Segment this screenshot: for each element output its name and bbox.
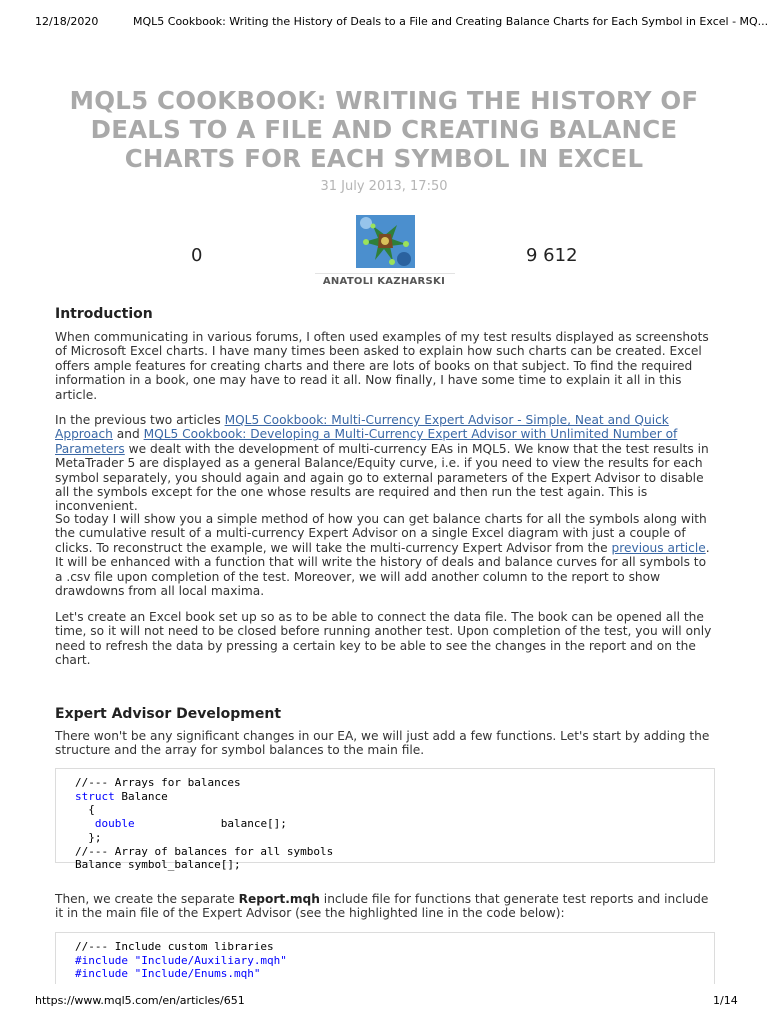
article-title: MQL5 COOKBOOK: WRITING THE HISTORY OF DEALS TO A FILE AND CREATING BALANCE CHARTS FOR EACH SYMBOL IN EXCEL <box>69 86 699 173</box>
author-name[interactable]: ANATOLI KAZHARSKI <box>322 276 446 287</box>
report-mqh-filename: Report.mqh <box>238 892 320 906</box>
print-date: 12/18/2020 <box>35 15 99 28</box>
link-previous-article[interactable]: previous article <box>611 540 706 555</box>
link-multi-currency-ea-unlimited[interactable]: MQL5 Cookbook: Developing a Multi-Currency Expert Advisor with Unlimited Number of Parameters <box>55 427 678 456</box>
intro-paragraph-1: When communicating in various forums, I often used examples of my test results displayed as screenshots of Microsoft Excel charts. I have many times been asked to explain how such charts can be created. Excel offers ample features for creating charts and there are lots of books on that subject. To find the required information in a book, one may have to read it all. Now finally, I have some time to explain it all in this article. <box>55 330 709 402</box>
intro-paragraph-2: In the previous two articles MQL5 Cookbook: Multi-Currency Expert Advisor - Simple, Neat and Quick Approach and MQL5 Cookbook: Developing a Multi-Currency Expert Advisor with Unlimited Number of Parameters we dealt with the development of multi-currency EAs in MQL5. We know that the test results in MetaTrader 5 are displayed as a general Balance/Equity curve, i.e. if you need to view the results for each symbol separately, you should again and again go to external parameters of the Expert Advisor to disable all the symbols except for the one whose results are required and then run the test again. This is inconvenient. <box>55 413 709 514</box>
print-page-title: MQL5 Cookbook: Writing the History of Deals to a File and Creating Balance Charts for Each Symbol in Excel - MQ... <box>133 15 768 28</box>
author-divider <box>315 273 455 274</box>
ea-paragraph-2: Then, we create the separate Report.mqh include file for functions that generate test reports and include it in the main file of the Expert Advisor (see the highlighted line in the code below): <box>55 892 709 921</box>
page-url: https://www.mql5.com/en/articles/651 <box>35 994 245 1007</box>
section-heading-introduction: Introduction <box>55 306 153 322</box>
intro-paragraph-3: So today I will show you a simple method of how you can get balance charts for all the symbols along with the cumulative result of a multi-currency Expert Advisor on a single Excel diagram with just a couple of clicks. To reconstruct the example, we will take the multi-currency Expert Advisor from the previous article. It will be enhanced with a function that will write the history of deals and balance curves for all symbols to a .csv file upon completion of the test. Moreover, we will add another column to the report to show drawdowns from all local maxima. <box>55 512 710 599</box>
code-block-balances: //--- Arrays for balances struct Balance { double balance[]; }; //--- Array of balances for all symbols Balance symbol_balance[]; <box>55 768 715 863</box>
comments-count: 0 <box>191 245 203 266</box>
section-heading-ea-development: Expert Advisor Development <box>55 706 282 722</box>
link-multi-currency-ea-simple[interactable]: MQL5 Cookbook: Multi-Currency Expert Advisor - Simple, Neat and Quick Approach <box>55 413 669 442</box>
code-block-includes: //--- Include custom libraries #include "Include/Auxiliary.mqh" #include "Include/Enums.mqh" <box>55 932 715 984</box>
publish-date: 31 July 2013, 17:50 <box>320 179 448 194</box>
author-avatar[interactable] <box>356 215 415 268</box>
intro-paragraph-4: Let's create an Excel book set up so as to be able to connect the data file. The book can be opened all the time, so it will not need to be closed before running another test. Upon completion of the test, you will only need to refresh the data by pressing a certain key to be able to see the changes in the report and on the chart. <box>55 610 712 668</box>
views-count: 9 612 <box>526 245 578 266</box>
ea-paragraph-1: There won't be any significant changes in our EA, we will just add a few functions. Let's start by adding the structure and the array for symbol balances to the main file. <box>55 729 710 758</box>
page-number: 1/14 <box>713 994 738 1007</box>
